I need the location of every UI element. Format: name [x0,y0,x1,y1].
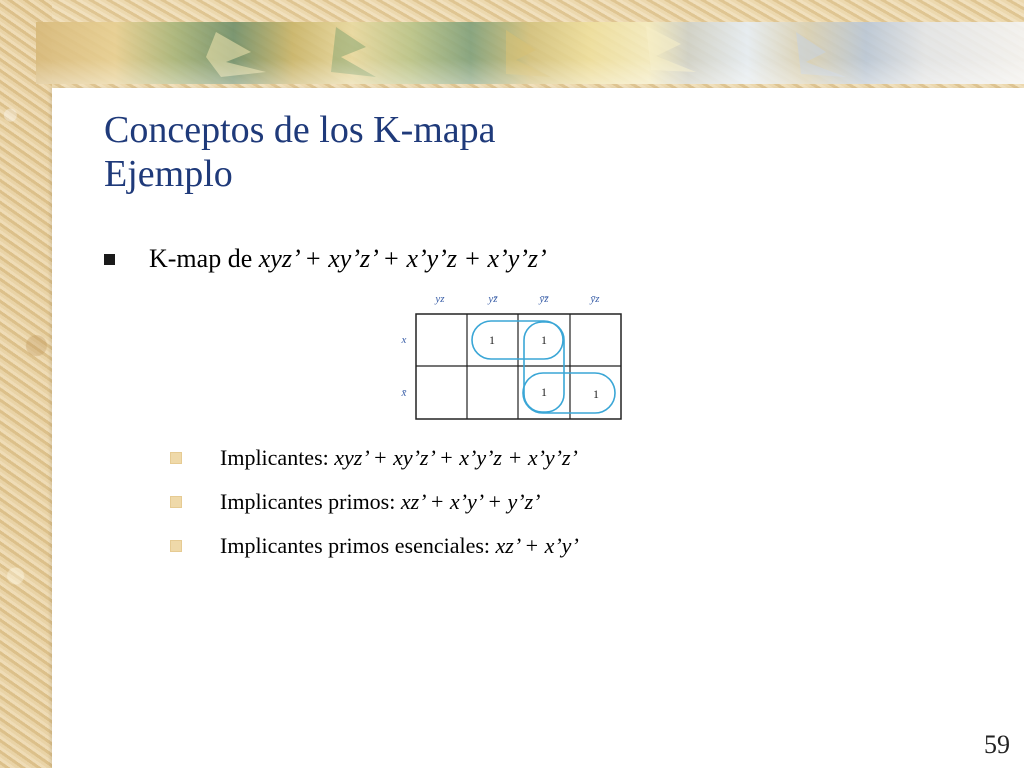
sub-bullet-expression: xz’ + x’y’ [495,533,579,558]
sub-bullet-expression: xz’ + x’y’ + y’z’ [400,489,541,514]
kmap-cell: 1 [593,387,599,401]
title-line-2: Ejemplo [104,153,233,195]
kmap-col-header: ȳz [590,293,600,305]
main-bullet [104,244,547,274]
kmap-cell: 1 [541,385,547,399]
karnaugh-map [392,288,632,428]
main-bullet-prefix: K-map de [149,244,259,273]
slide-title [104,108,496,196]
kmap-col-header: yz [435,293,445,305]
page-number: 59 [984,730,1010,759]
sub-bullet-expression: xyz’ + xy’z’ + x’y’z + x’y’z’ [334,445,578,470]
kmap-col-header: yz̄ [488,293,498,305]
sub-bullet-prefix: Implicantes: [220,445,335,470]
square-bullet-icon [170,540,182,552]
kmap-loop-xy [523,373,615,413]
kmap-row-header: x̄ [401,387,407,399]
main-bullet-expression: xyz’ + xy’z’ + x’y’z + x’y’z’ [258,244,547,273]
title-line-1: Conceptos de los K-mapa [104,109,496,151]
kmap-row-header: x [401,334,407,346]
sub-bullet-implicantes [170,436,579,480]
kmap-col-header: ȳz̄ [539,293,549,305]
sub-bullet-prefix: Implicantes primos: [220,489,401,514]
banner-fade [36,22,1024,84]
square-bullet-icon [104,254,115,265]
sub-bullet-implicantes-esenciales [170,524,579,568]
square-bullet-icon [170,452,182,464]
kmap-cell: 1 [489,333,495,347]
kmap-cell: 1 [541,333,547,347]
square-bullet-icon [170,496,182,508]
sub-bullet-implicantes-primos [170,480,579,524]
parchment-background-left [0,0,52,768]
sub-bullet-list [170,436,579,568]
sub-bullet-prefix: Implicantes primos esenciales: [220,533,496,558]
